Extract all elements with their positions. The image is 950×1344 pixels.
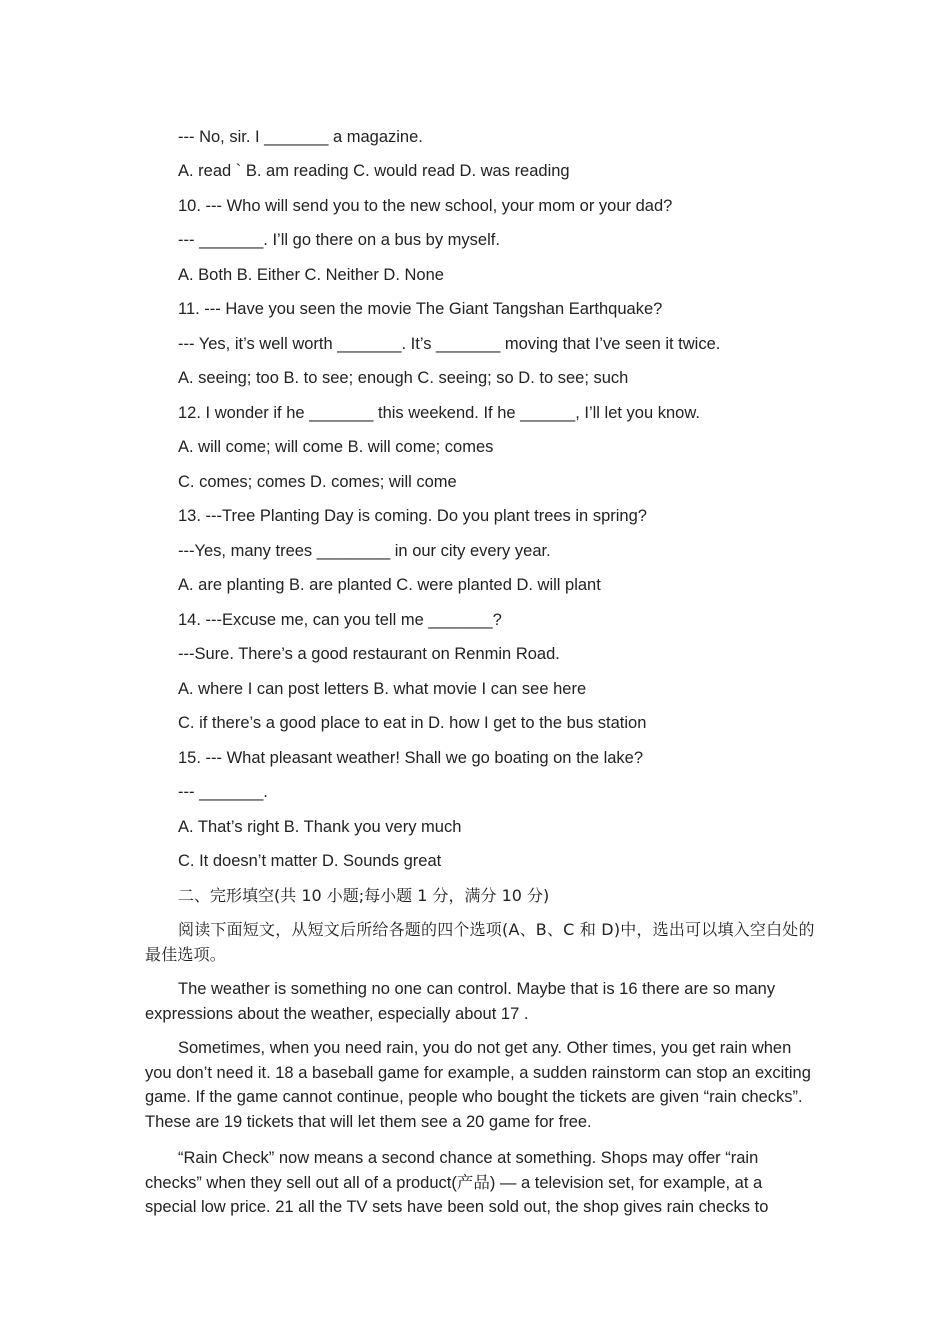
question-14-prompt: 14. ---Excuse me, can you tell me _______?: [178, 611, 502, 629]
question-13-answer-line: ---Yes, many trees ________ in our city every year.: [178, 542, 551, 560]
question-11-options: A. seeing; too B. to see; enough C. seeing; so D. to see; such: [178, 369, 629, 387]
question-13-options: A. are planting B. are planted C. were planted D. will plant: [178, 576, 601, 594]
question-15-answer-line: --- _______.: [178, 783, 268, 801]
question-15-options-ab: A. That’s right B. Thank you very much: [178, 818, 462, 836]
cloze-paragraph-1: The weather is something no one can control. Maybe that is 16 there are so many expressions about the weather, especially about 17 .: [145, 980, 776, 1023]
question-15-options-cd: C. It doesn’t matter D. Sounds great: [178, 852, 442, 870]
question-14-options-cd: C. if there’s a good place to eat in D. how I get to the bus station: [178, 714, 647, 732]
question-13-prompt: 13. ---Tree Planting Day is coming. Do you plant trees in spring?: [178, 507, 647, 525]
question-9-options: A. read ` B. am reading C. would read D. was reading: [178, 162, 570, 180]
question-10-options: A. Both B. Either C. Neither D. None: [178, 266, 444, 284]
question-10-prompt: 10. --- Who will send you to the new school, your mom or your dad?: [178, 197, 673, 215]
question-12-prompt: 12. I wonder if he _______ this weekend. If he ______, I’ll let you know.: [178, 404, 700, 422]
question-12-options-cd: C. comes; comes D. comes; will come: [178, 473, 457, 491]
question-15-prompt: 15. --- What pleasant weather! Shall we go boating on the lake?: [178, 749, 644, 767]
cloze-instructions: 阅读下面短文，从短文后所给各题的四个选项(A、B、C 和 D)中，选出可以填入空白处的最佳选项。: [145, 920, 815, 964]
question-14-answer-line: ---Sure. There’s a good restaurant on Renmin Road.: [178, 645, 560, 663]
cloze-paragraph-2: Sometimes, when you need rain, you do not get any. Other times, you get rain when you don’t need it. 18 a baseball game for example, a sudden rainstorm can stop an exciting game. If the game cannot continue, people who bought the tickets are given “rain checks”. These are 19 tickets that will let them see a 20 game for free.: [145, 1039, 811, 1131]
question-9-answer-line: --- No, sir. I _______ a magazine.: [178, 128, 423, 146]
question-11-answer-line: --- Yes, it’s well worth _______. It’s _______ moving that I’ve seen it twice.: [178, 335, 721, 353]
section-2-heading: 二、完形填空(共 10 小题;每小题 1 分，满分 10 分): [178, 886, 550, 905]
question-14-options-ab: A. where I can post letters B. what movie I can see here: [178, 680, 587, 698]
question-10-answer-line: --- _______. I’ll go there on a bus by myself.: [178, 231, 500, 249]
question-12-options-ab: A. will come; will come B. will come; comes: [178, 438, 494, 456]
question-11-prompt: 11. --- Have you seen the movie The Giant Tangshan Earthquake?: [178, 300, 663, 318]
cloze-paragraph-3: “Rain Check” now means a second chance at something. Shops may offer “rain checks” when they sell out all of a product(产品) — a television set, for example, at a special low price. 21 all the TV sets have been sold out, the shop gives rain checks to: [145, 1149, 769, 1216]
